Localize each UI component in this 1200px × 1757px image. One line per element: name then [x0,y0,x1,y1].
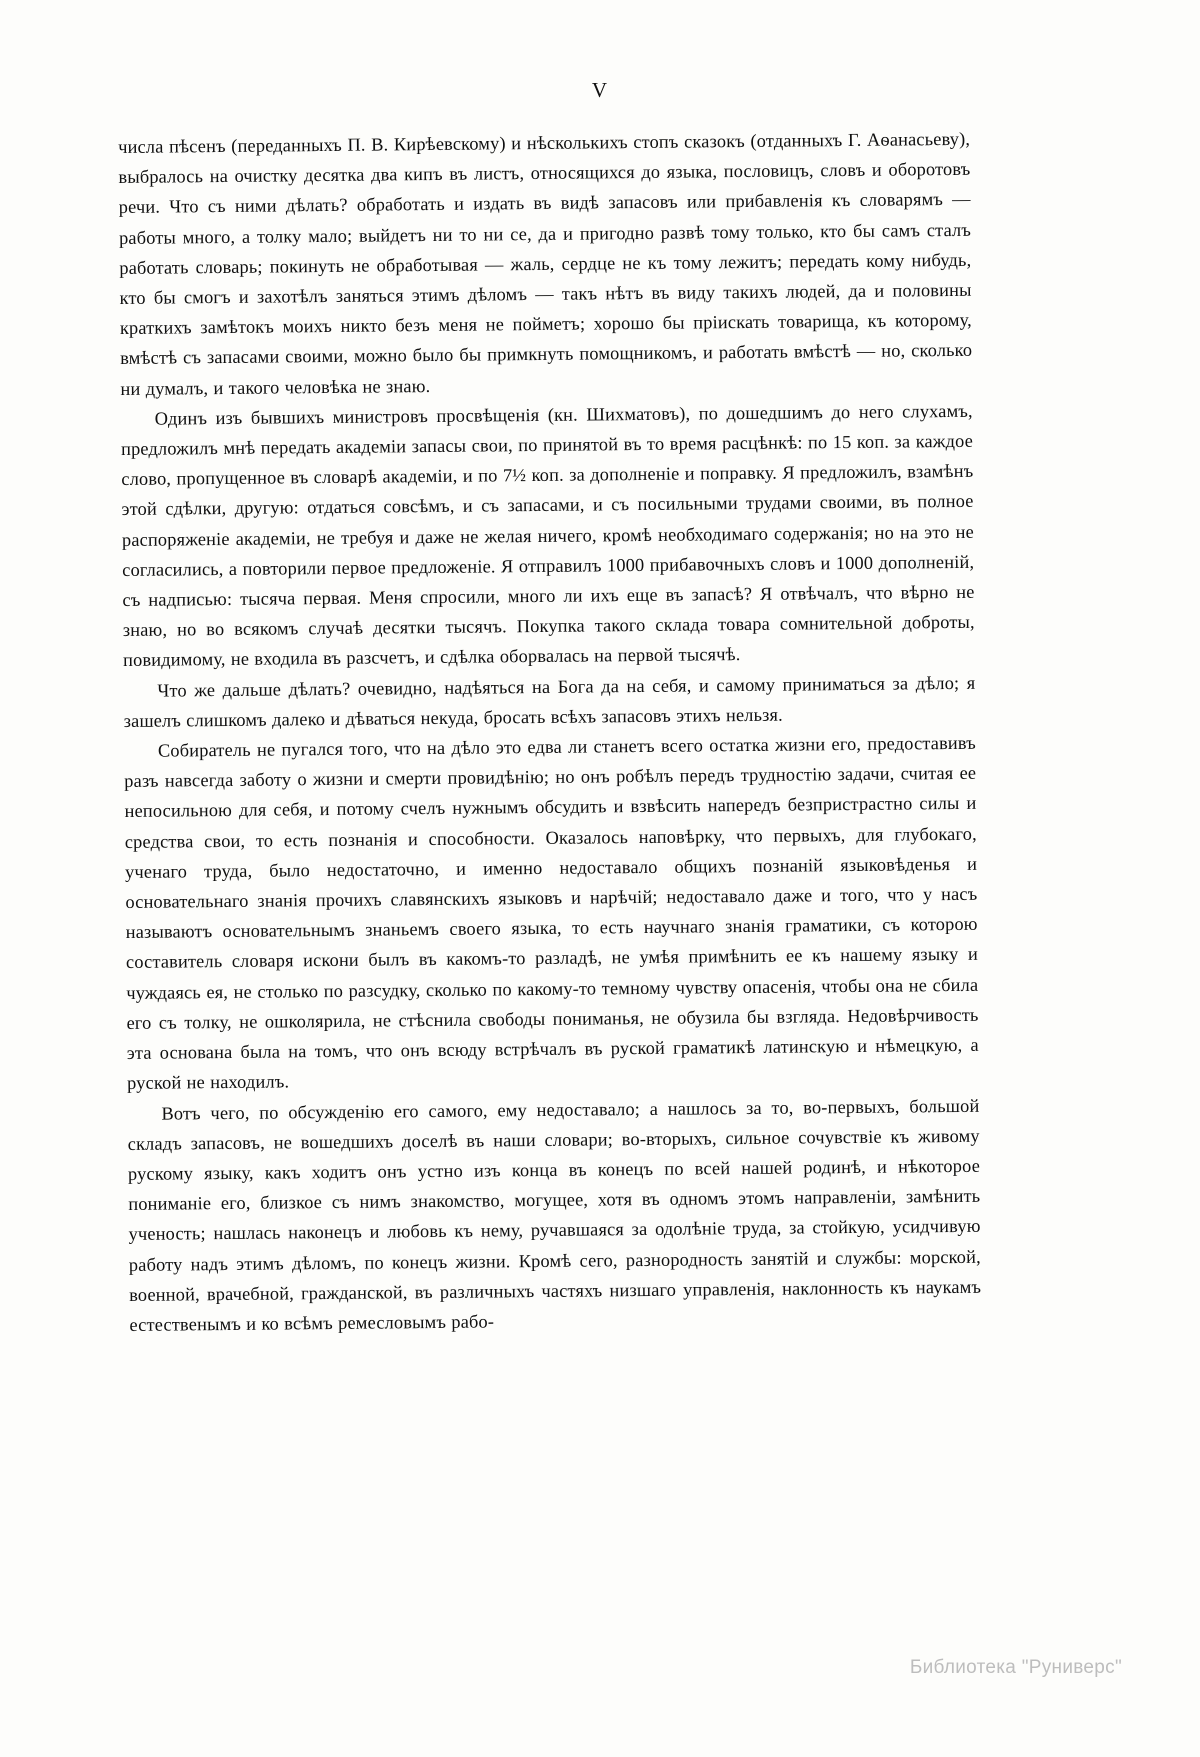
paragraph: Собиратель не пугался того, что на дѣло это едва ли станетъ всего остатка жизни его, предоставивъ разъ навсегда заботу о жизни и смерти провидѣнію; но онъ робѣлъ передъ трудностію задачи, считая ее непосильною для себя, и потому счелъ нужнымъ обсудить и взвѣсить напередъ безпристрастно силы и средства свои, то есть познанія и способности. Оказалось наповѣрку, что первыхъ, для глубокаго, ученаго труда, было недостаточно, и именно недоставало общихъ познаній языковѣденья и основательнаго знанія прочихъ славянскихъ языковъ и нарѣчій; недоставало даже и того, что у насъ называютъ основательнымъ знаньемъ своего языка, то есть научнаго знанія граматики, съ которою составитель словаря искони былъ въ какомъ-то разладѣ, не умѣя примѣнить ее къ нашему языку и чуждаясь ея, не столько по разсудку, сколько по какому-то темному чувству опасенія, чтобы она не сбила его съ толку, не ошколярила, не стѣснила свободы пониманья, не обузила бы взгляда. Недовѣрчивость эта основана была на томъ, что онъ всюду встрѣчалъ въ руской граматикѣ латинскую и нѣмецкую, а руской не находилъ. [124,732,979,1094]
paragraph: Вотъ чего, по обсужденію его самого, ему недоставало; а нашлось за то, во-первыхъ, большой складъ запасовъ, не вошедшихъ доселѣ въ наши словари; во-вторыхъ, сильное сочувствіе къ живому рускому языку, какъ ходитъ онъ устно изъ конца въ конецъ по всей нашей родинѣ, и нѣкоторое пониманіе его, близкое съ нимъ знакомство, могущее, хотя въ одномъ этомъ направленіи, замѣнить ученость; нашлась наконецъ и любовь къ нему, ручавшаяся за одолѣніе труда, за стойкую, усидчивую работу надъ этимъ дѣломъ, по конецъ жизни. Кромѣ сего, разнородность занятій и службы: морской, военной, врачебной, гражданской, въ различныхъ частяхъ низшаго управленія, наклонность къ наукамъ естественымъ и ко всѣмъ ремесловымъ рабо- [127,1095,982,1335]
paragraph: Одинъ изъ бывшихъ министровъ просвѣщенія (кн. Шихматовъ), по дошедшимъ до него слухамъ, предложилъ мнѣ передать академіи запасы свои, по принятой въ то время расцѣнкѣ: по 15 коп. за каждое слово, пропущенное въ словарѣ академіи, и по 7½ коп. за дополненіе и поправку. Я предложилъ, взамѣнъ этой сдѣлки, другую: отдаться совсѣмъ, и съ запасами, и съ посильными трудами своими, въ полное распоряженіе академіи, не требуя и даже не желая ничего, кромѣ необходимаго содержанія; но на это не согласились, а повторили первое предложеніе. Я отправилъ 1000 прибавочныхъ словъ и 1000 дополненій, съ надписью: тысяча первая. Меня спросили, много ли ихъ еще въ запасѣ? Я отвѣчалъ, что вѣрно не знаю, но во всякомъ случаѣ десятки тысячъ. Покупка такого склада товара сомнительной доброты, повидимому, не входила въ разсчетъ, и сдѣлка оборвалась на первой тысячѣ. [120,400,975,671]
paragraph: Что же дальше дѣлать? очевидно, надѣяться на Бога да на себя, и самому приниматься за дѣло; я зашелъ слишкомъ далеко и дѣваться некуда, бросать всѣхъ запасовъ этихъ нельзя. [123,672,976,731]
paragraph: числа пѣсенъ (переданныхъ П. В. Кирѣевскому) и нѣсколькихъ стопъ сказокъ (отданныхъ Г. Аѳанасьеву), выбралось на очистку десятка два кипъ въ листъ, относящихся до языка, пословицъ, словъ и оборотовъ речи. Что съ ними дѣлать? обработать и издать въ видѣ запасовъ или прибавленія къ словарямъ — работы много, а толку мало; выйдетъ ни то ни се, да и пригодно развѣ тому только, кто бы самъ сталъ работать словарь; покинуть не обработывая — жаль, сердце не къ тому лежитъ; передать кому нибудь, кто бы смогъ и захотѣлъ заняться этимъ дѣломъ — такъ нѣтъ въ виду такихъ людей, да и половины краткихъ замѣтокъ моихъ никто безъ меня не пойметъ; хорошо бы пріискать товарища, къ которому, вмѣстѣ съ запасами своими, можно было бы примкнуть помощникомъ, и работать вмѣстѣ — но, сколько ни думалъ, и такого человѣка не знаю. [118,128,973,399]
body-text [118,124,982,1340]
library-watermark: Библиотека "Руниверс" [909,1657,1122,1678]
page-number: V [591,78,609,102]
